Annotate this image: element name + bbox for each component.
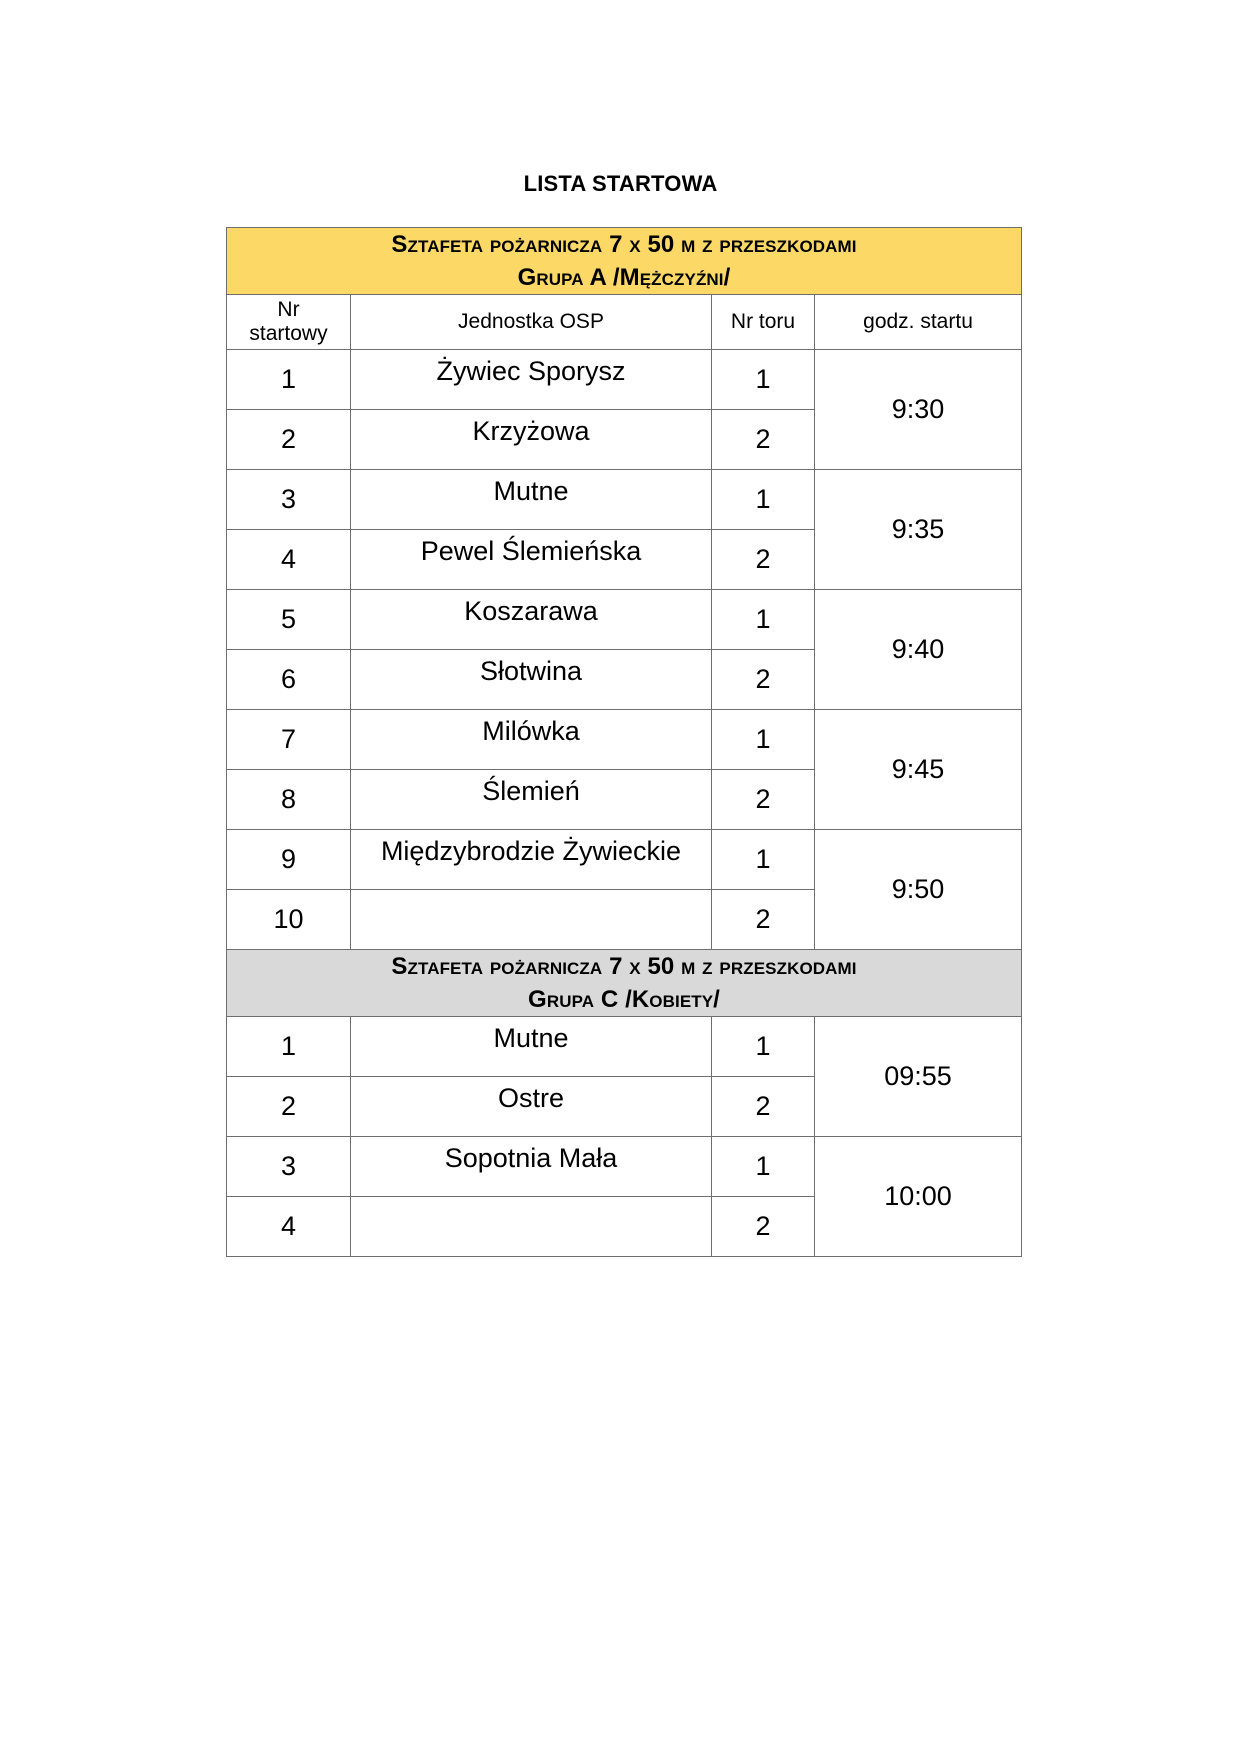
start-time-cell: 9:35 <box>815 470 1022 590</box>
table-row <box>227 1137 1022 1197</box>
start-no-cell: 4 <box>227 530 351 590</box>
table-row <box>227 470 1022 530</box>
start-no-cell: 1 <box>227 350 351 410</box>
column-header-start-no-line2: startowy <box>249 322 328 345</box>
lane-cell: 2 <box>712 1077 815 1137</box>
unit-cell: Krzyżowa <box>351 410 712 470</box>
unit-cell: Żywiec Sporysz <box>351 350 712 410</box>
lane-cell: 1 <box>712 1137 815 1197</box>
lane-cell: 1 <box>712 830 815 890</box>
lane-cell: 1 <box>712 710 815 770</box>
section-title-line1: Sztafeta pożarnicza 7 x 50 m z przeszkodami <box>391 231 857 258</box>
start-no-cell: 2 <box>227 1077 351 1137</box>
column-header-unit: Jednostka OSP <box>351 295 712 350</box>
table-row <box>227 830 1022 890</box>
start-no-cell: 5 <box>227 590 351 650</box>
start-no-cell: 3 <box>227 1137 351 1197</box>
lane-cell: 2 <box>712 890 815 950</box>
start-no-cell: 7 <box>227 710 351 770</box>
start-time-cell: 9:40 <box>815 590 1022 710</box>
unit-cell: Koszarawa <box>351 590 712 650</box>
start-no-cell: 2 <box>227 410 351 470</box>
unit-cell: Słotwina <box>351 650 712 710</box>
start-time-cell: 9:30 <box>815 350 1022 470</box>
column-header-start-time: godz. startu <box>815 295 1022 350</box>
section-header-group-c <box>227 950 1022 1017</box>
section-title-line2: Grupa C /Kobiety/ <box>528 986 720 1013</box>
section-title-line2: Grupa A /Mężczyźni/ <box>517 264 731 291</box>
start-no-cell: 9 <box>227 830 351 890</box>
start-time-cell: 9:50 <box>815 830 1022 950</box>
unit-cell <box>351 1197 712 1257</box>
lane-cell: 1 <box>712 470 815 530</box>
unit-cell: Pewel Ślemieńska <box>351 530 712 590</box>
section-title <box>227 228 1022 295</box>
unit-cell <box>351 890 712 950</box>
unit-cell: Ślemień <box>351 770 712 830</box>
start-no-cell: 10 <box>227 890 351 950</box>
unit-cell: Milówka <box>351 710 712 770</box>
table-row <box>227 1017 1022 1077</box>
unit-cell: Międzybrodzie Żywieckie <box>351 830 712 890</box>
lane-cell: 1 <box>712 1017 815 1077</box>
lane-cell: 2 <box>712 1197 815 1257</box>
document-title: LISTA STARTOWA <box>523 171 718 196</box>
start-list-table <box>226 227 1022 1257</box>
start-time-cell: 9:45 <box>815 710 1022 830</box>
start-time-cell: 10:00 <box>815 1137 1022 1257</box>
start-no-cell: 4 <box>227 1197 351 1257</box>
unit-cell: Mutne <box>351 470 712 530</box>
unit-cell: Ostre <box>351 1077 712 1137</box>
column-header-row <box>227 295 1022 350</box>
column-header-lane: Nr toru <box>712 295 815 350</box>
lane-cell: 2 <box>712 530 815 590</box>
lane-cell: 2 <box>712 410 815 470</box>
start-no-cell: 1 <box>227 1017 351 1077</box>
table-row <box>227 710 1022 770</box>
column-header-start-no-line1: Nr <box>277 298 300 321</box>
table-row <box>227 350 1022 410</box>
start-no-cell: 6 <box>227 650 351 710</box>
table-row <box>227 590 1022 650</box>
column-header-start-no <box>227 295 351 350</box>
lane-cell: 1 <box>712 350 815 410</box>
section-title <box>227 950 1022 1017</box>
section-title-line1: Sztafeta pożarnicza 7 x 50 m z przeszkodami <box>391 953 857 980</box>
lane-cell: 1 <box>712 590 815 650</box>
lane-cell: 2 <box>712 650 815 710</box>
start-time-cell: 09:55 <box>815 1017 1022 1137</box>
section-header-group-a <box>227 228 1022 295</box>
unit-cell: Mutne <box>351 1017 712 1077</box>
start-no-cell: 8 <box>227 770 351 830</box>
start-no-cell: 3 <box>227 470 351 530</box>
unit-cell: Sopotnia Mała <box>351 1137 712 1197</box>
lane-cell: 2 <box>712 770 815 830</box>
